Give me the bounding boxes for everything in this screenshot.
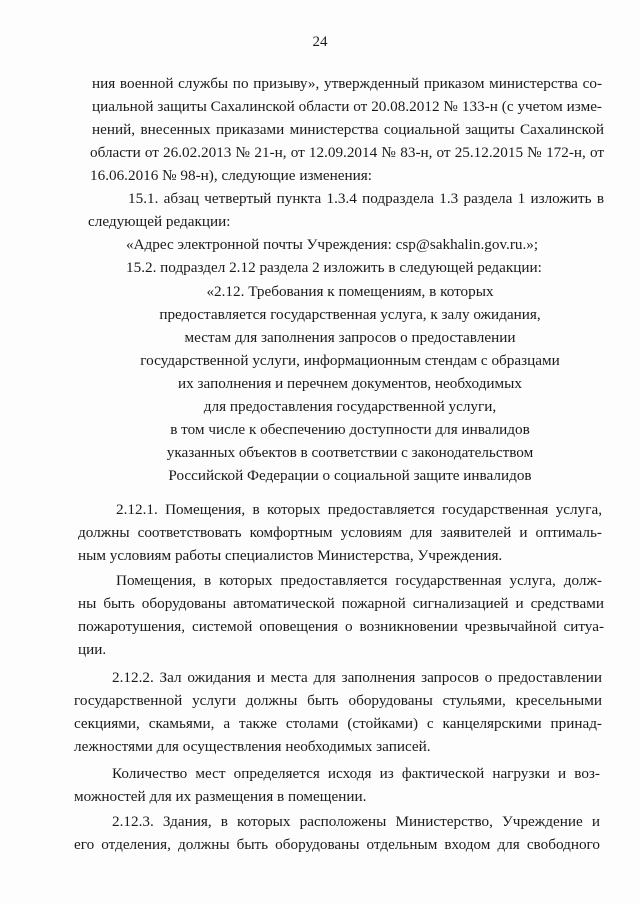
section-heading-line: государственной услуги, информационным стендам с образцами [140,352,560,369]
text-line: ния военной службы по призыву», утвержденный приказом министерства со- [92,75,602,92]
text-line: 2.12.2. Зал ожидания и места для заполнения запросов о предоставлении [112,669,602,686]
text-line: должны соответствовать комфортным условиям для заявителей и оптималь- [78,524,602,541]
text-line: 2.12.3. Здания, в которых расположены Министерство, Учреждение и [112,813,600,830]
section-heading-line: «2.12. Требования к помещениям, в которых [206,283,494,300]
text-line: ны быть оборудованы автоматической пожарной сигнализацией и средствами [78,595,604,612]
text-line: 15.1. абзац четвертый пункта 1.3.4 подраздела 1.3 раздела 1 изложить в [128,190,604,207]
text-line: можностей для их размещения в помещении. [74,788,367,805]
text-line: секциями, скамьями, а также столами (стойками) с канцелярскими принад- [74,715,602,732]
text-line: циальной защиты Сахалинской области от 20.08.2012 № 133-н (с учетом изме- [92,98,602,115]
text-line: «Адрес электронной почты Учреждения: csp@sakhalin.gov.ru.»; [126,236,539,253]
text-line: государственной услуги должны быть оборудованы стульями, кресельными [74,692,602,709]
text-line: его отделения, должны быть оборудованы отдельным входом для свободного [74,836,600,853]
text-line: Количество мест определяется исходя из фактической нагрузки и воз- [112,765,600,782]
text-line: 16.06.2016 № 98-н), следующие изменения: [90,167,372,184]
text-line: пожаротушения, системой оповещения о возникновении чрезвычайной ситуа- [78,618,604,635]
text-line: ным условиям работы специалистов Министерства, Учреждения. [78,547,503,564]
text-line: нений, внесенных приказами министерства социальной защиты Сахалинской [92,121,604,138]
text-line: следующей редакции: [88,213,231,230]
text-line: 15.2. подраздел 2.12 раздела 2 изложить в следующей редакции: [126,259,542,276]
text-line: 2.12.1. Помещения, в которых предоставляется государственная услуга, [116,501,602,518]
text-line: Помещения, в которых предоставляется государственная услуга, долж- [116,572,602,589]
section-heading-line: Российской Федерации о социальной защите инвалидов [168,467,532,484]
text-line: ции. [78,641,107,658]
section-heading-line: местам для заполнения запросов о предоставлении [184,329,516,346]
text-line: лежностями для осуществления необходимых записей. [74,738,431,755]
section-heading-line: в том числе к обеспечению доступности для инвалидов [170,421,530,438]
section-heading-line: их заполнения и перечнем документов, необходимых [178,375,522,392]
text-line: области от 26.02.2013 № 21-н, от 12.09.2014 № 83-н, от 25.12.2015 № 172-н, от [90,144,604,161]
section-heading-line: для предоставления государственной услуги, [203,398,497,415]
section-heading-line: указанных объектов в соответствии с законодательством [166,444,534,461]
section-heading-line: предоставляется государственная услуга, к залу ожидания, [159,306,541,323]
page-number: 24 [312,34,328,50]
